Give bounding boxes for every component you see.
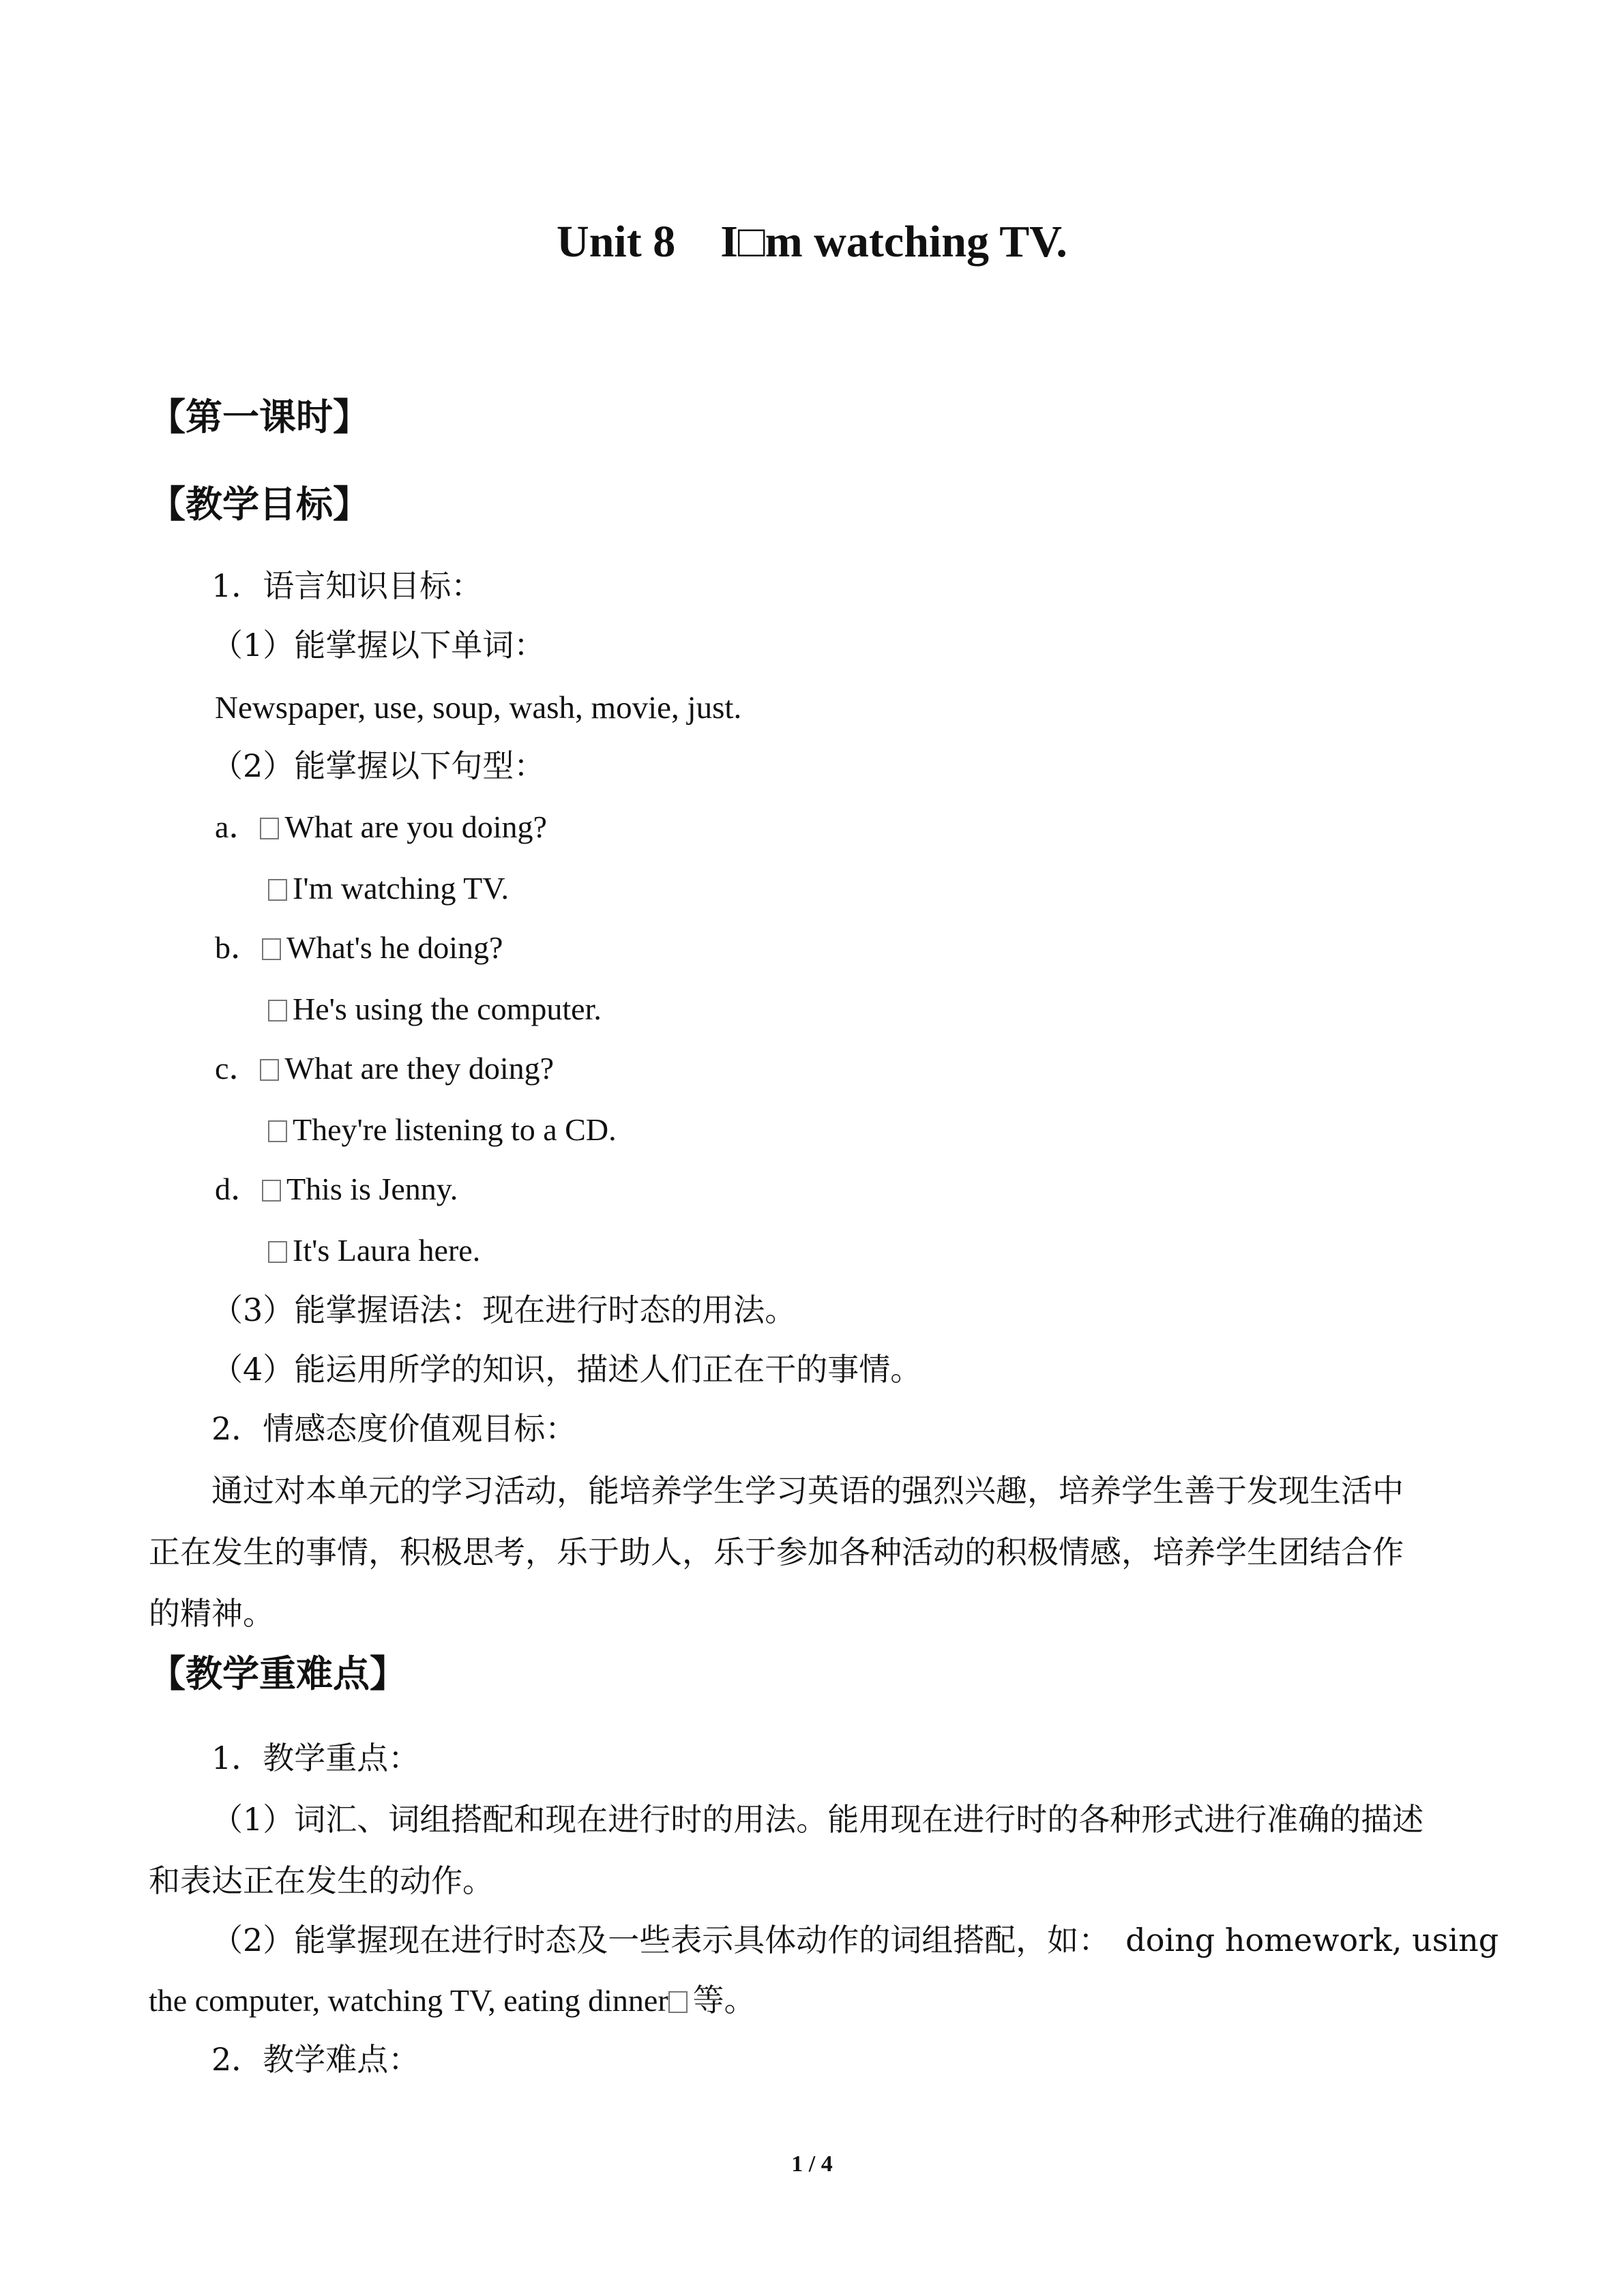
para-line: the computer, watching TV, eating dinner 等。: [149, 1982, 756, 2018]
section-1-1: （1）能掌握以下单词：: [211, 627, 546, 664]
section-1: 1．语言知识目标：: [211, 567, 483, 604]
placeholder-box: [262, 938, 281, 960]
section-1-4: （4）能运用所学的知识，描述人们正在干的事情。: [211, 1351, 922, 1388]
placeholder-box: [268, 1120, 287, 1142]
key-1: 1．教学重点：: [211, 1740, 420, 1776]
para-line: 的精神。: [149, 1595, 274, 1632]
pattern-b-answer: He's using the computer.: [268, 994, 602, 1025]
placeholder-box: [268, 879, 287, 901]
para-line: 通过对本单元的学习活动，能培养学生学习英语的强烈兴趣，培养学生善于发现生活中: [211, 1472, 1404, 1509]
pattern-a-label: a．: [215, 809, 261, 844]
pattern-c-label: c．: [215, 1051, 261, 1086]
pattern-d-label: d．: [215, 1172, 262, 1206]
pattern-c-question: c． What are they doing?: [215, 1051, 555, 1086]
pattern-b-label: b．: [215, 930, 262, 965]
placeholder-box: [262, 1180, 281, 1202]
para-line: （1）词汇、词组搭配和现在进行时的用法。能用现在进行时的各种形式进行准确的描述: [211, 1801, 1424, 1838]
section-1-2: （2）能掌握以下句型：: [211, 747, 546, 784]
key-2: 2．教学难点：: [211, 2041, 420, 2078]
page-title: Unit 8 I□m watching TV.: [557, 217, 1067, 267]
goals-heading: 【教学目标】: [149, 483, 370, 526]
para-line: （2）能掌握现在进行时态及一些表示具体动作的词组搭配，如： doing homework, using: [211, 1922, 1499, 1958]
pattern-d-answer: It's Laura here.: [268, 1235, 480, 1266]
pattern-a-question: a． What are you doing?: [215, 809, 547, 844]
placeholder-box: [668, 1991, 688, 2013]
para-line: 正在发生的事情，积极思考，乐于助人，乐于参加各种活动的积极情感，培养学生团结合作: [149, 1534, 1404, 1570]
page-number: 1 / 4: [791, 2151, 833, 2177]
placeholder-box: [268, 1241, 287, 1263]
pattern-a-answer: I'm watching TV.: [268, 873, 509, 904]
placeholder-box: [260, 818, 279, 839]
section-2: 2．情感态度价值观目标：: [211, 1410, 577, 1447]
pattern-d-question: d． This is Jenny.: [215, 1172, 458, 1206]
pattern-b-question: b． What's he doing?: [215, 930, 503, 965]
vocab-words: Newspaper, use, soup, wash, movie, just.: [215, 690, 742, 726]
key-heading: 【教学重难点】: [149, 1652, 407, 1695]
placeholder-box: [260, 1059, 279, 1081]
para-line: 和表达正在发生的动作。: [149, 1862, 494, 1899]
lesson-heading: 【第一课时】: [149, 396, 370, 438]
section-1-3: （3）能掌握语法：现在进行时态的用法。: [211, 1292, 797, 1328]
pattern-c-answer: They're listening to a CD.: [268, 1114, 617, 1146]
placeholder-box: [268, 1000, 287, 1022]
